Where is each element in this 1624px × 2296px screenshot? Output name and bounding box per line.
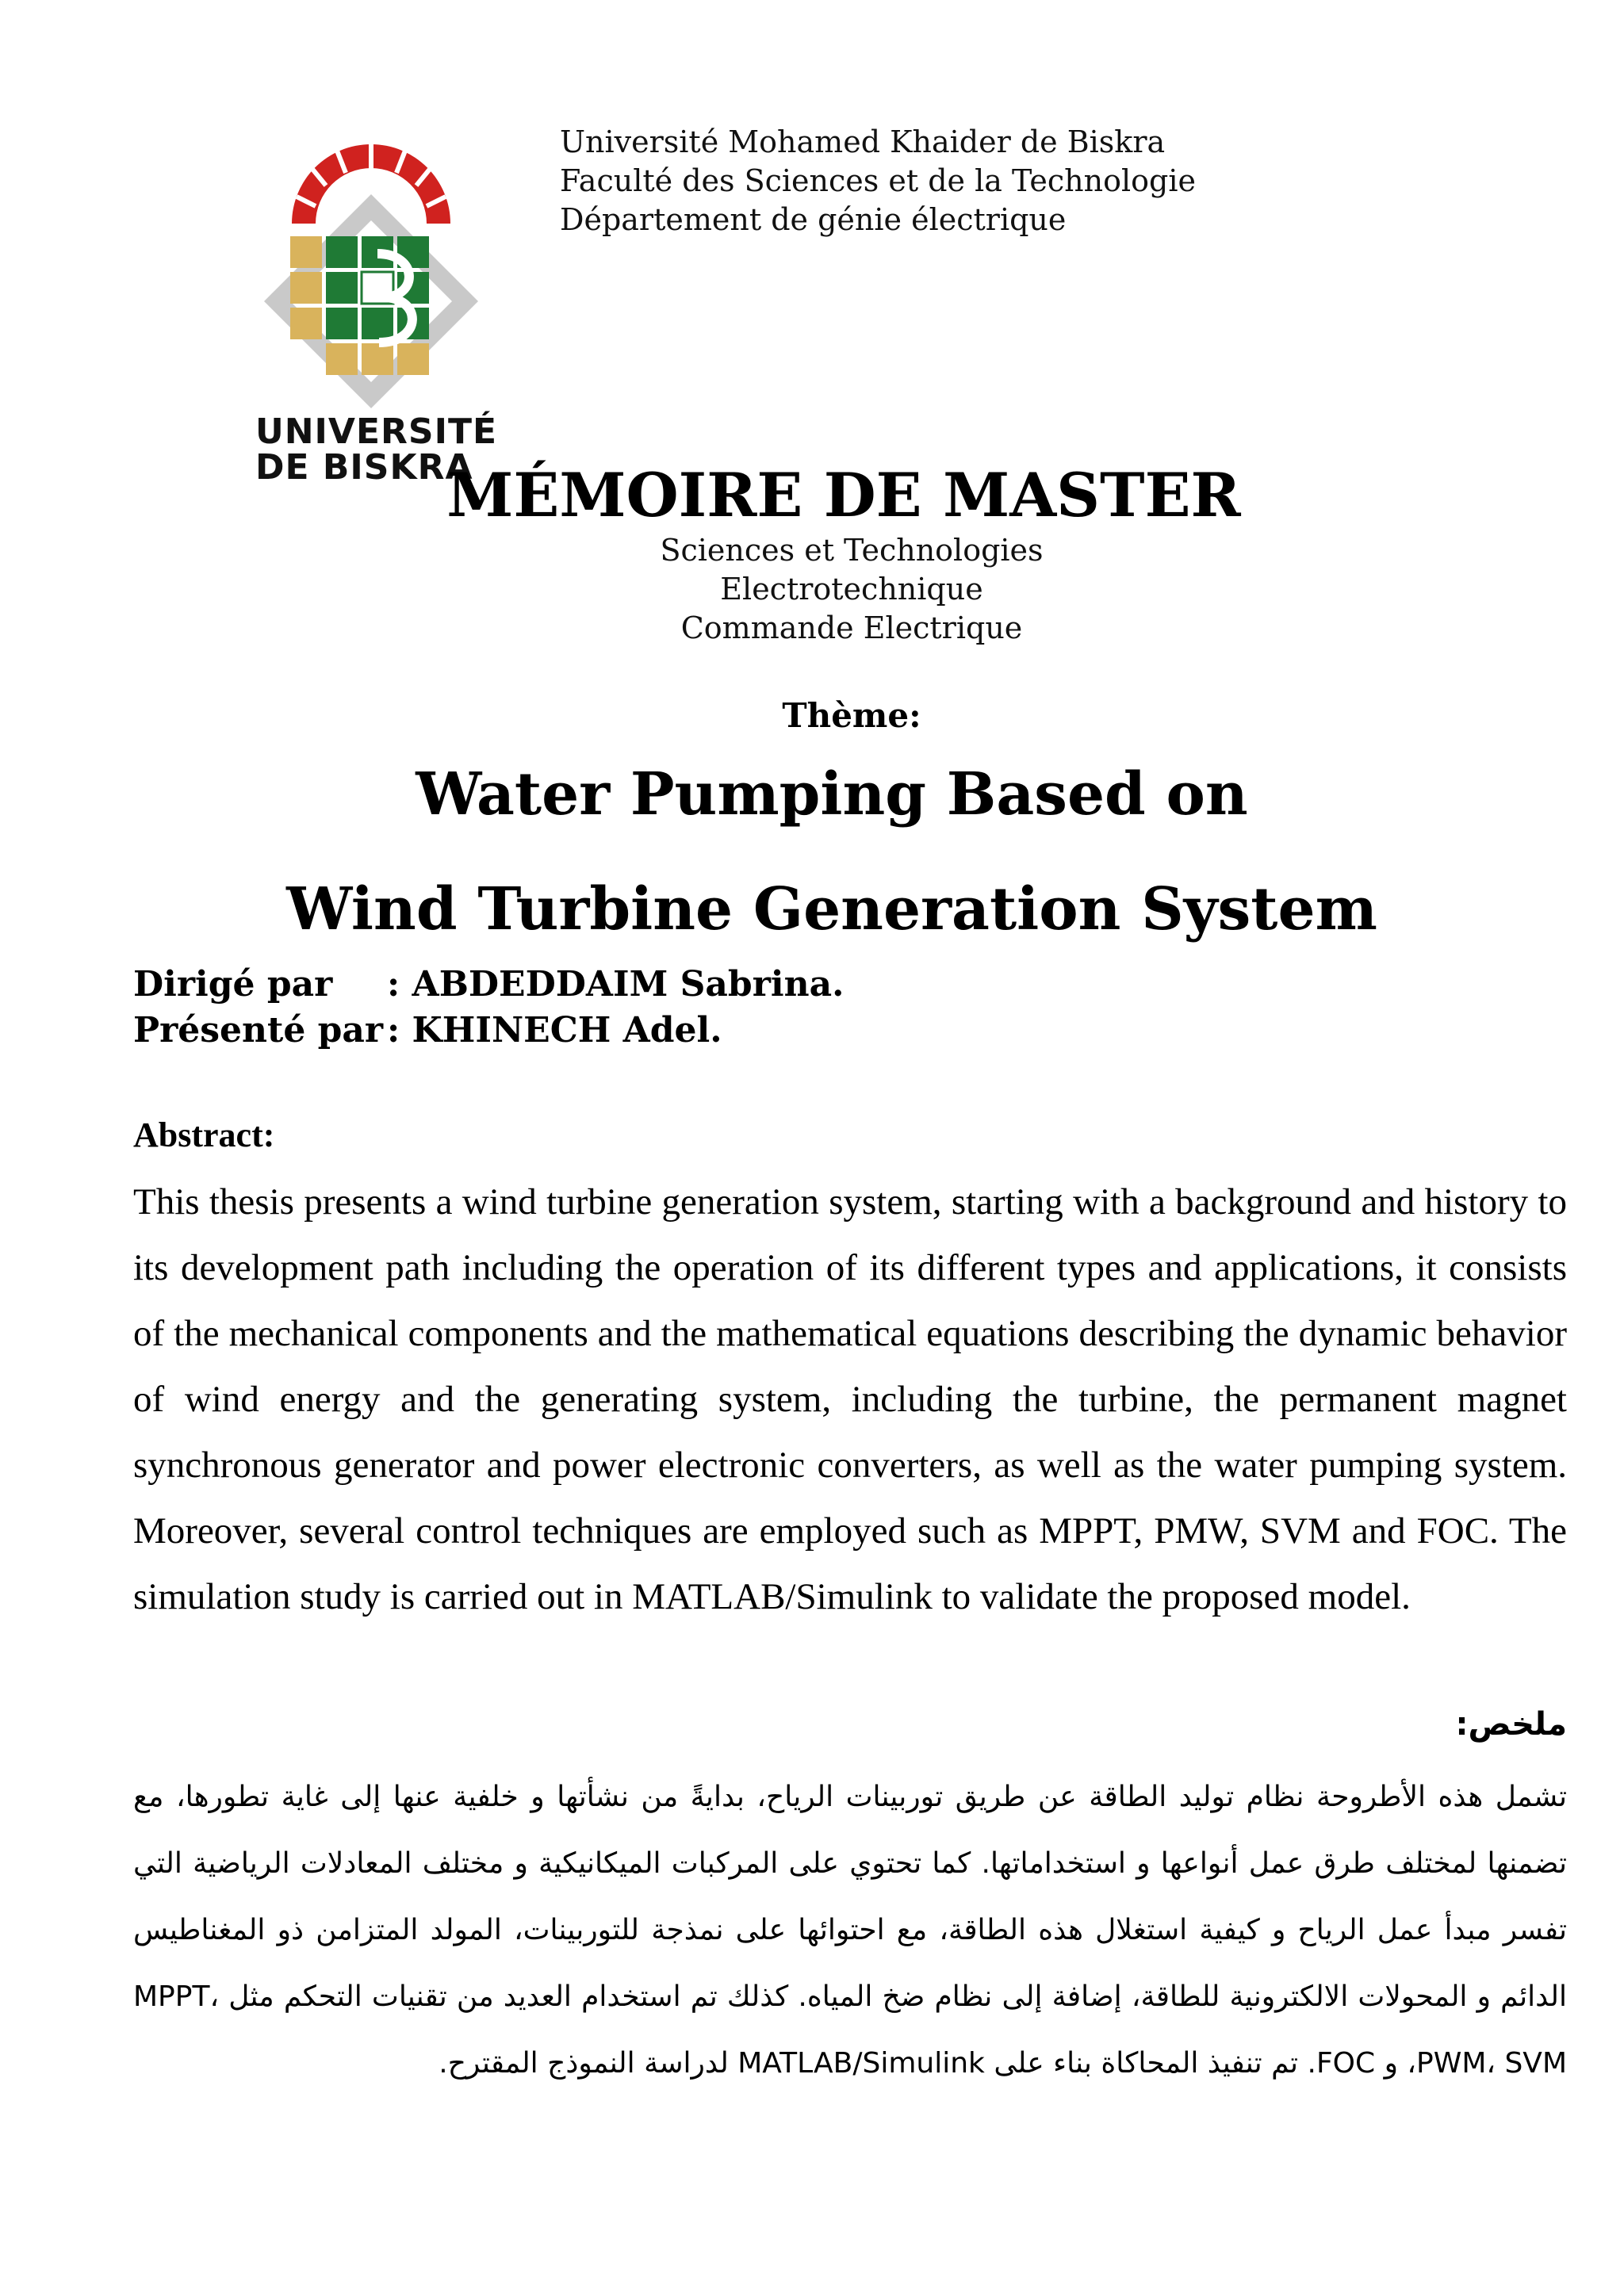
student-row [133,1008,844,1054]
abstract-heading: Abstract: [133,1115,275,1154]
department-name: Département de génie électrique [560,202,1067,237]
student-label: Présenté par [133,1010,384,1050]
supervisor-label: Dirigé par [133,964,333,1004]
university-name: Université Mohamed Khaider de Biskra [560,124,1166,159]
speciality-name: Electrotechnique [720,572,983,607]
faculty-name: Faculté des Sciences et de la Technologie [560,163,1196,198]
student-name: : KHINECH Adel. [387,1010,722,1050]
field-name: Sciences et Technologies [660,533,1044,568]
institution-header [560,123,1196,239]
thesis-title [0,737,1624,967]
thesis-title-line-1: Water Pumping Based on [416,760,1248,828]
thesis-title-line-2: Wind Turbine Generation System [286,875,1377,943]
arabic-abstract-text: تشمل هذه الأطروحة نظام توليد الطاقة عن طريق توربينات الرياح، بدايةً من نشأتها و خلفية عنها إلى غاية تطورها، مع تضمنها لمختلف طرق عمل أنواعها و استخداماتها. كما تحتوي على المركبات الميكانيكية و مختلف المعادلات الرياضية التي تفسر مبدأ عمل الرياح و كيفية استغلال هذه الطاقة، مع احتوائها على نمذجة للتوربينات، المولد المتزامن ذو المغناطيس الدائم و المحولات الالكترونية للطاقة، إضافة إلى نظام ضخ المياه. كذلك تم استخدام العديد من تقنيات التحكم مثل MPPT، PWM، SVM، و FOC. تم تنفيذ المحاكاة بناء على MATLAB/Simulink لدراسة النموذج المقترح. [133,1781,1567,2080]
option-name: Commande Electrique [680,610,1023,645]
logo-line-1: UNIVERSITÉ [255,411,498,452]
arabic-abstract-heading: ملخص: [1455,1706,1567,1743]
supervisor-name: : ABDEDDAIM Sabrina. [387,964,845,1004]
logo-line-2: DE BISKRA [255,447,473,488]
document-title: MÉMOIRE DE MASTER [446,460,1241,530]
supervisor-row [133,962,844,1008]
title-subtitles [0,531,1624,648]
people-block [133,962,844,1054]
theme-label: Thème: [782,696,921,735]
abstract-text: This thesis presents a wind turbine generation system, starting with a background and history to its development path including the operation of its different types and applications, it consists of the mechanical components and the mathematical equations describing the dynamic behavior of wind energy and the generating system, including the turbine, the permanent magnet synchronous generator and power electronic converters, as well as the water pumping system. Moreover, several control techniques are employed such as MPPT, PMW, SVM and FOC. The simulation study is carried out in MATLAB/Simulink to validate the proposed model. [133,1181,1567,1617]
